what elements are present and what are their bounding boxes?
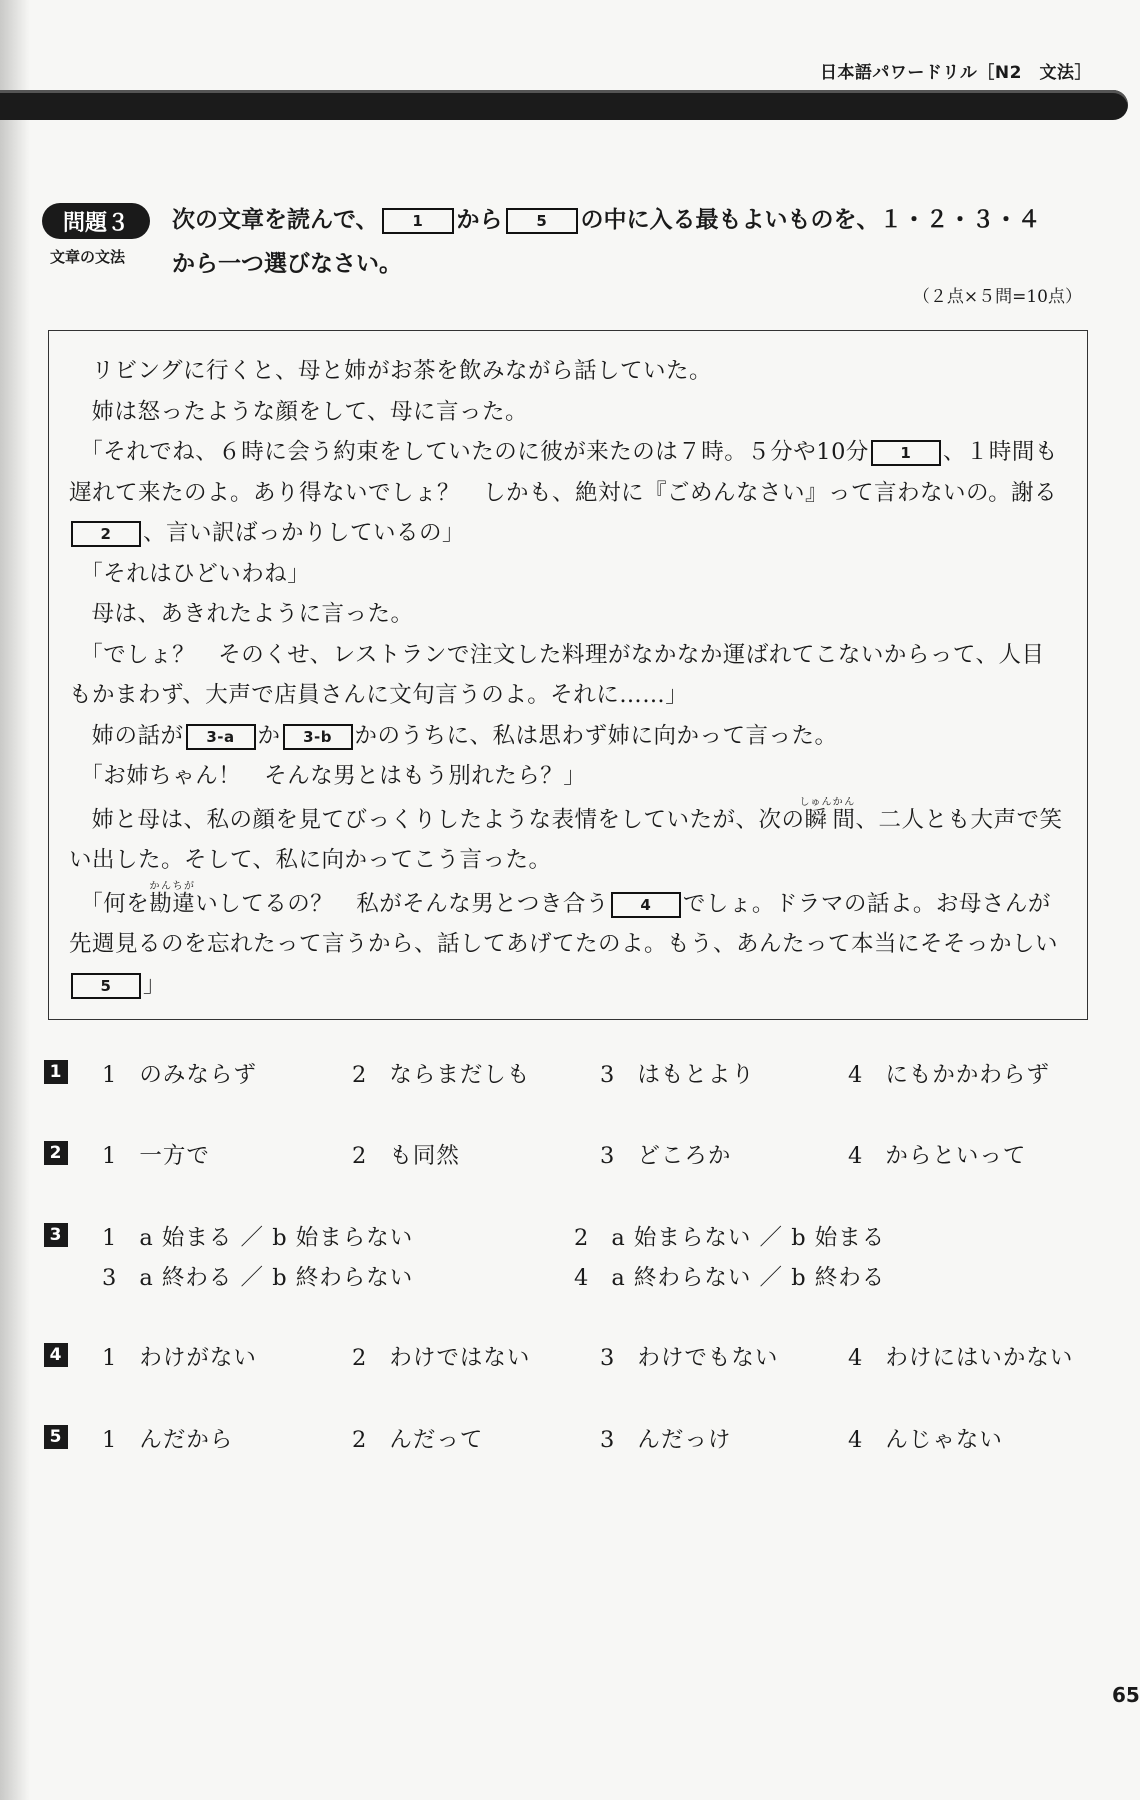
option-2[interactable]: 2 a 始まらない ／ b 始まる [574,1225,886,1251]
furigana-shun: 瞬しゅん [799,796,833,833]
option-1[interactable]: 1 わけがない [102,1345,257,1371]
blank-3b: 3-b [283,724,353,750]
option-2[interactable]: 2 わけではない [352,1345,531,1371]
score-note: （２点×５問=10点） [912,287,1082,307]
passage-line [69,797,1067,881]
instruction-part-b: から [456,207,503,233]
instruction-blank-last: 5 [506,208,578,234]
passage-text: か [257,722,281,749]
section-badge: 問題３ [42,203,150,239]
passage-line [69,432,1067,554]
option-2[interactable]: 2 も同然 [352,1143,460,1169]
option-4[interactable]: 4 からといって [848,1143,1027,1169]
page-number: 65 [1112,1683,1140,1707]
instruction-blank-first: 1 [382,208,454,234]
blank-5: 5 [71,973,141,999]
passage-line: 「でしょ？ そのくせ、レストランで注文した料理がなかなか運ばれてこないからって、人目もかまわず、大声で店員さんに文句言うのよ。それに……」 [69,641,1045,708]
option-1[interactable]: 1 のみならず [102,1062,257,1088]
blank-4: 4 [611,892,681,918]
instruction-part-c: の中に入る最もよいものを、１・２・３・４ [580,207,1041,233]
passage-line: リビングに行くと、母と姉がお茶を飲みながら話していた。 [91,358,713,384]
option-3[interactable]: 3 a 終わる ／ b 終わらない [102,1265,414,1291]
passage-text: 、１時間も遅れて来たのよ。あり得ないでしょ？ しかも、絶対に『ごめんなさい』って言わないの。謝る [69,439,1058,506]
question-number: 1 [44,1060,68,1084]
option-4[interactable]: 4 にもかかわらず [848,1062,1050,1088]
passage-line [69,716,1067,757]
question-number: 5 [44,1425,68,1449]
option-3[interactable]: 3 どころか [600,1143,732,1169]
furigana-kan: 間かん [832,796,856,833]
passage-text: 姉の話が [91,722,184,749]
passage-text: 、二人とも大声で笑い出した。そして、私に向かってこう言った。 [69,806,1063,873]
book-title-header: 日本語パワードリル［N2 文法］ [819,63,1092,83]
question-number: 4 [44,1343,68,1367]
option-2[interactable]: 2 んだって [352,1427,484,1453]
passage-text: かのうちに、私は思わず姉に向かって言った。 [354,722,838,749]
instruction-part-d: から一つ選びなさい。 [172,251,402,277]
passage-line: 「それはひどいわね」 [80,560,311,587]
blank-3a: 3-a [186,724,256,750]
option-4[interactable]: 4 a 終わらない ／ b 終わる [574,1265,886,1291]
furigana-kan2: 勘かん [149,880,173,917]
furigana-chiga: 違ちが [172,880,196,917]
blank-1: 1 [871,440,941,466]
question-number: 2 [44,1141,68,1165]
blank-2: 2 [71,521,141,547]
passage-text: 姉と母は、私の顔を見てびっくりしたような表情をしていたが、次の [91,806,805,833]
option-4[interactable]: 4 わけにはいかない [848,1345,1074,1371]
option-3[interactable]: 3 はもとより [600,1062,755,1088]
passage-text: 」 [143,971,167,998]
instruction-part-a: 次の文章を読んで、 [172,207,379,233]
question-number: 3 [44,1223,68,1247]
passage-line: 「お姉ちゃん！ そんな男とはもう別れたら？」 [80,763,587,789]
option-1[interactable]: 1 んだから [102,1427,234,1453]
option-3[interactable]: 3 んだっけ [600,1427,732,1453]
passage-text: でしょ。ドラマの話よ。お母さんが先週見るのを忘れたって言うから、話してあげてたのよ。もう、あんたって本当にそそっかしい [69,890,1059,957]
header-bar [0,90,1128,120]
passage-line: 姉は怒ったような顔をして、母に言った。 [91,398,529,425]
option-1[interactable]: 1 一方で [102,1143,210,1169]
passage-text: 「それでね、６時に会う約束をしていたのに彼が来たのは７時。５分や10分 [80,439,869,465]
option-2[interactable]: 2 ならまだしも [352,1062,531,1088]
reading-passage [48,330,1088,1020]
passage-line [69,881,1067,1006]
passage-text: 「何を [80,890,150,917]
section-subtitle: 文章の文法 [50,248,126,266]
passage-line: 母は、あきれたように言った。 [91,601,414,627]
page-edge-shadow [0,0,30,1800]
option-3[interactable]: 3 わけでもない [600,1345,779,1371]
instruction-text [172,198,1092,286]
passage-text: いしてるの？ 私がそんな男とつき合う [195,890,609,917]
option-1[interactable]: 1 a 始まる ／ b 始まらない [102,1225,414,1251]
passage-text: 、言い訳ばっかりしているの」 [143,520,466,546]
option-4[interactable]: 4 んじゃない [848,1427,1003,1453]
